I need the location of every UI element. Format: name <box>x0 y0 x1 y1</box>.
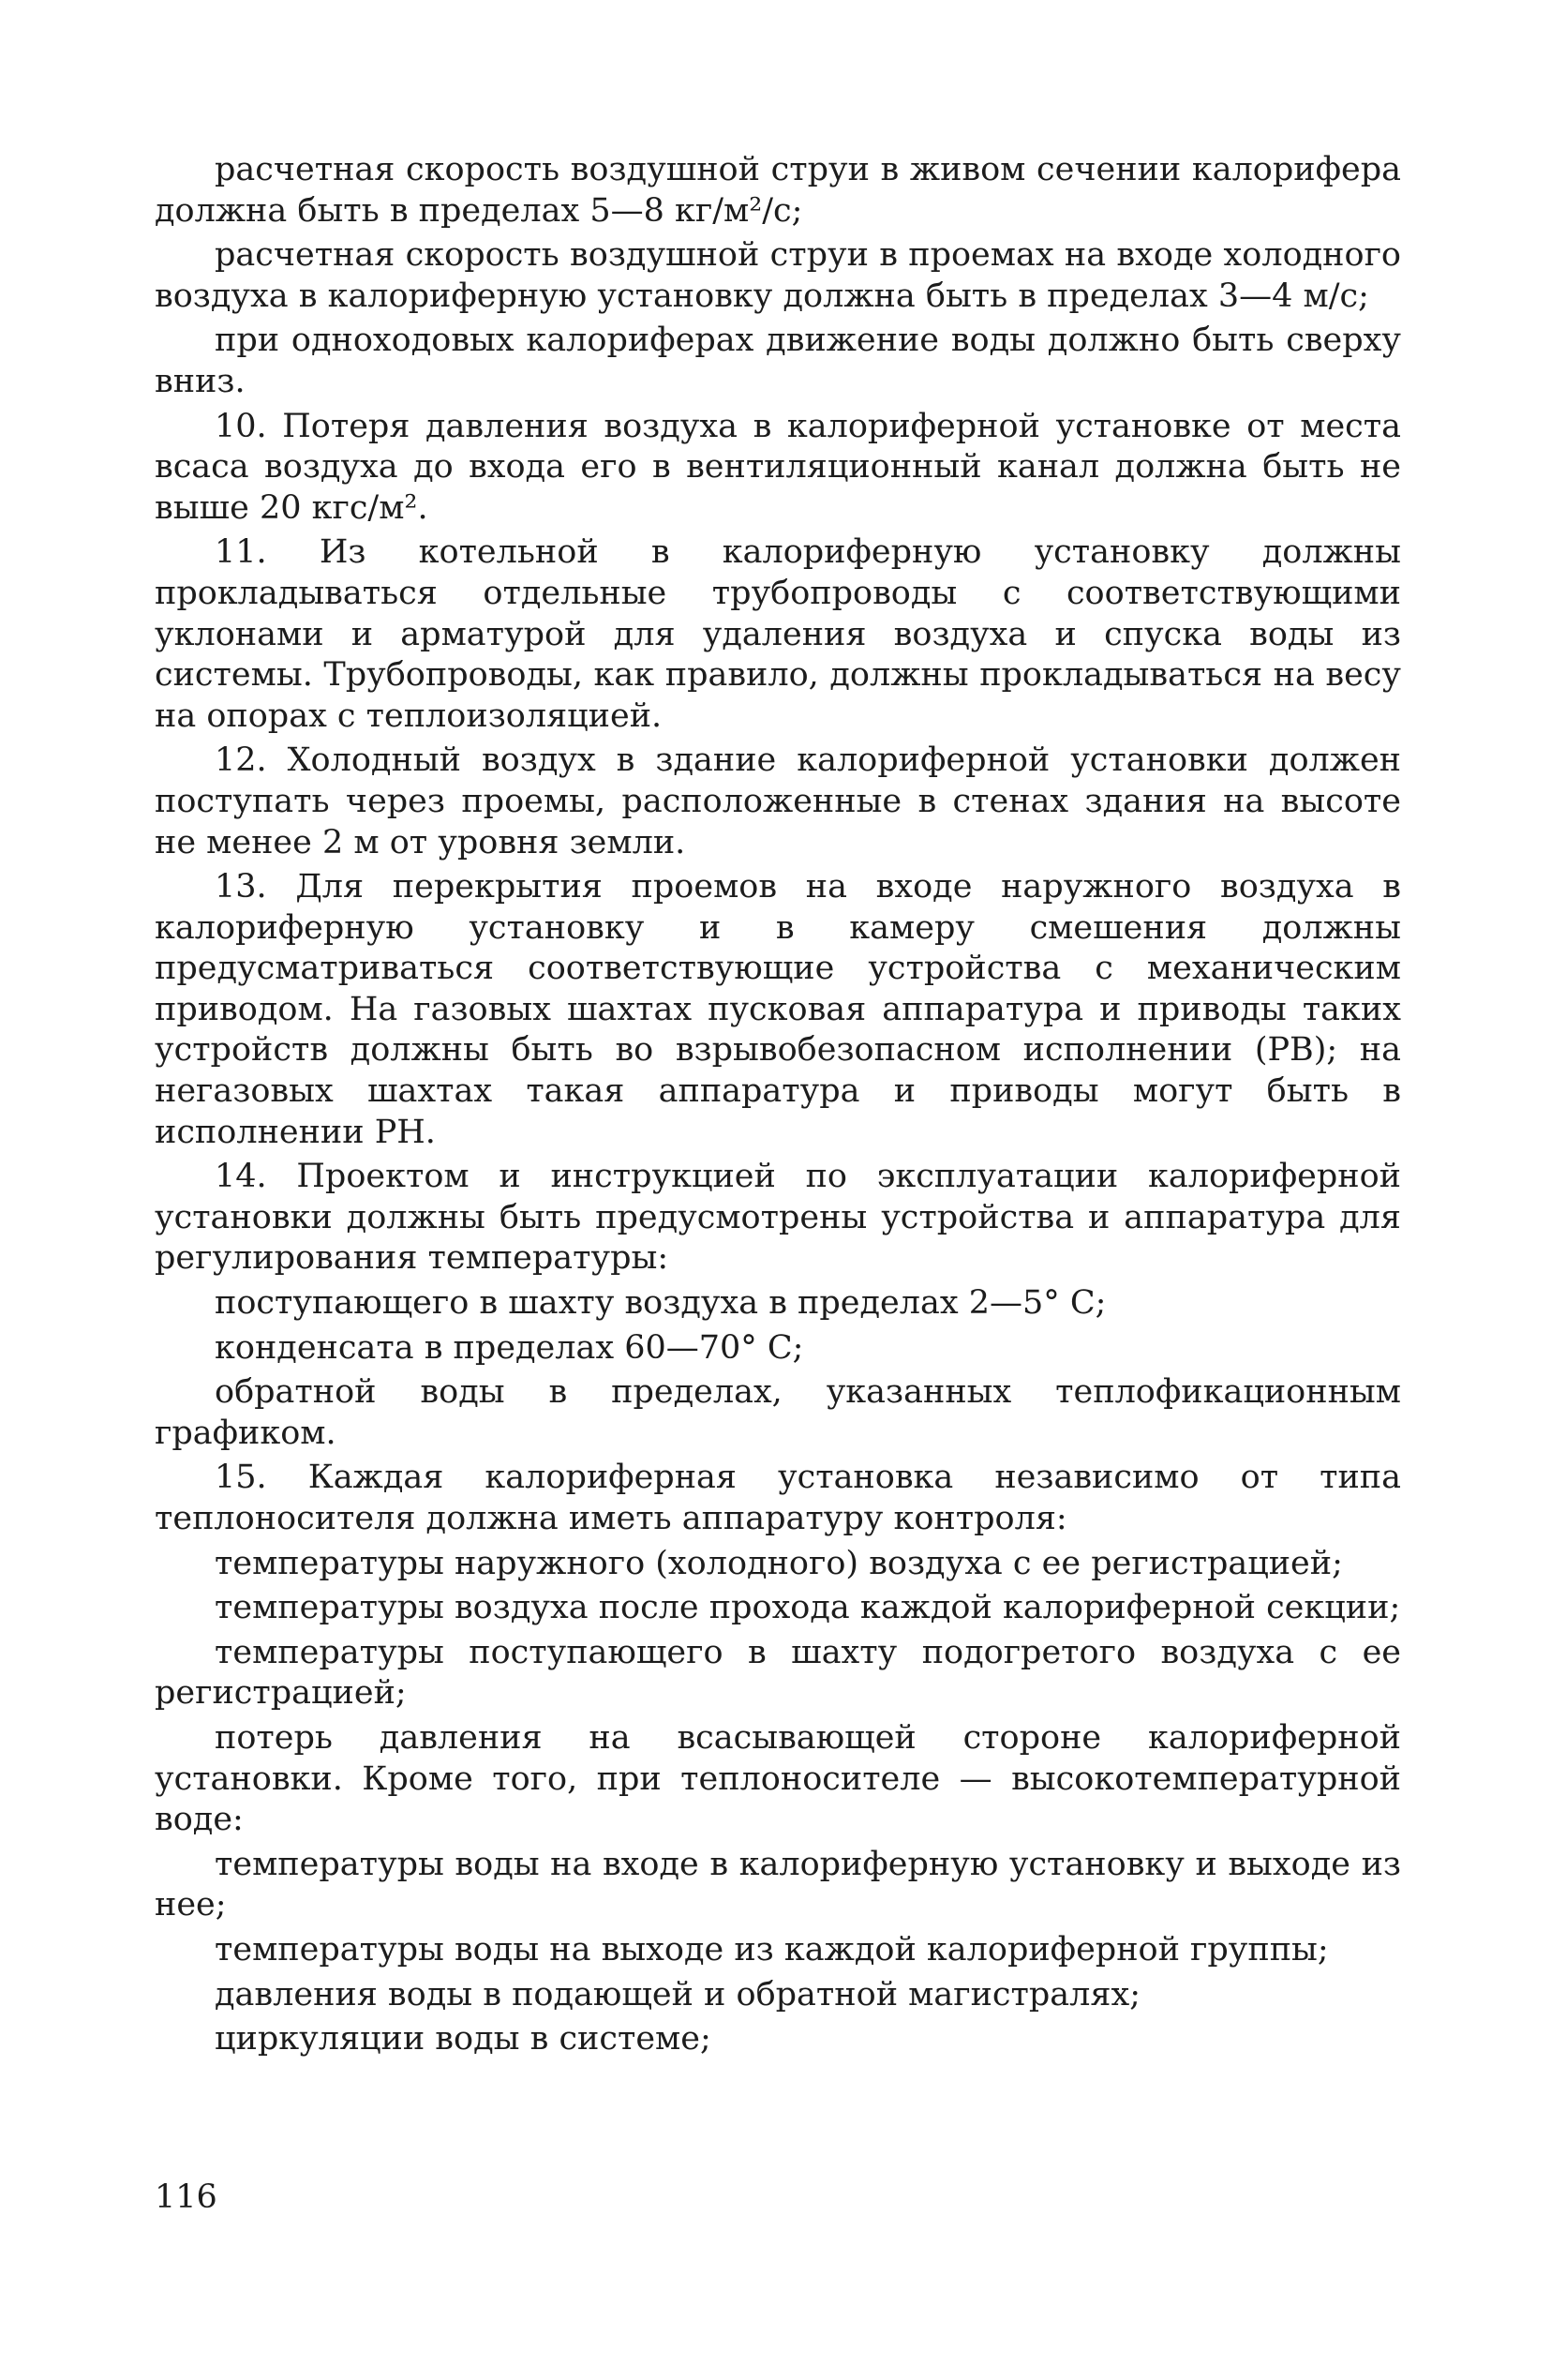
list-item-water-temp-group-outlet: температуры воды на выходе из каждой калориферной группы; <box>215 1930 1329 1968</box>
paragraph-air-speed-openings: расчетная скорость воздушной струи в проемах на входе холодного воздуха в калориферную установку должна быть в пределах 3—4 м/с; <box>155 236 1401 315</box>
list-item-water-temp-inlet-outlet: температуры воды на входе в калориферную установку и выходе из нее; <box>155 1845 1401 1924</box>
paragraph-item-15: 15. Каждая калориферная установка независимо от типа теплоносителя должна иметь аппаратуру контроля: <box>155 1459 1401 1537</box>
list-item-pressure-loss: потерь давления на всасывающей стороне калориферной установки. Кроме того, при теплоносителе — высокотемпературной воде: <box>155 1718 1401 1839</box>
paragraph-water-flow-direction: при одноходовых калориферах движение воды должно быть сверху вниз. <box>155 322 1401 400</box>
paragraph-item-10: 10. Потеря давления воздуха в калориферной установке от места всаса воздуха до входа его в вентиляционный канал должна быть не выше 20 кгс/м². <box>155 407 1401 527</box>
list-item-section-air-temp: температуры воздуха после прохода каждой калориферной секции; <box>215 1589 1401 1627</box>
list-item-condensate-temp: конденсата в пределах 60—70° С; <box>215 1328 804 1367</box>
page-body <box>155 150 1401 2064</box>
paragraph-item-12: 12. Холодный воздух в здание калориферной установки должен поступать через проемы, расположенные в стенах здания на высоте не менее 2 м от уровня земли. <box>155 741 1401 861</box>
list-item-water-circulation: циркуляции воды в системе; <box>215 2020 711 2058</box>
page-number: 116 <box>155 2178 217 2216</box>
paragraph-item-11: 11. Из котельной в калориферную установку должны прокладываться отдельные трубопроводы с соответствующими уклонами и арматурой для удаления воздуха и спуска воды из системы. Трубопроводы, как правило, должны прокладываться на весу на опорах с теплоизоляцией. <box>155 533 1401 735</box>
paragraph-item-14: 14. Проектом и инструкцией по эксплуатации калориферной установки должны быть предусмотрены устройства и аппаратура для регулирования температуры: <box>155 1158 1401 1278</box>
list-item-return-water-temp: обратной воды в пределах, указанных теплофикационным графиком. <box>155 1373 1401 1452</box>
list-item-shaft-air-temp: поступающего в шахту воздуха в пределах 2—5° С; <box>215 1284 1107 1323</box>
list-item-heated-air-temp: температуры поступающего в шахту подогретого воздуха с ее регистрацией; <box>155 1633 1401 1713</box>
paragraph-air-speed-heater: расчетная скорость воздушной струи в живом сечении калорифера должна быть в пределах 5—8 кг/м²/с; <box>155 151 1401 230</box>
paragraph-item-13: 13. Для перекрытия проемов на входе наружного воздуха в калориферную установку и в камеру смешения должны предусматриваться соответствующие устройства с механическим приводом. На газовых шахтах пусковая аппаратура и приводы таких устройств должны быть во взрывобезопасном исполнении (РВ); на негазовых шахтах такая аппаратура и приводы могут быть в исполнении РН. <box>155 868 1401 1151</box>
list-item-water-pressure: давления воды в подающей и обратной магистралях; <box>215 1975 1141 2013</box>
list-item-outdoor-air-temp: температуры наружного (холодного) воздуха с ее регистрацией; <box>215 1544 1343 1582</box>
